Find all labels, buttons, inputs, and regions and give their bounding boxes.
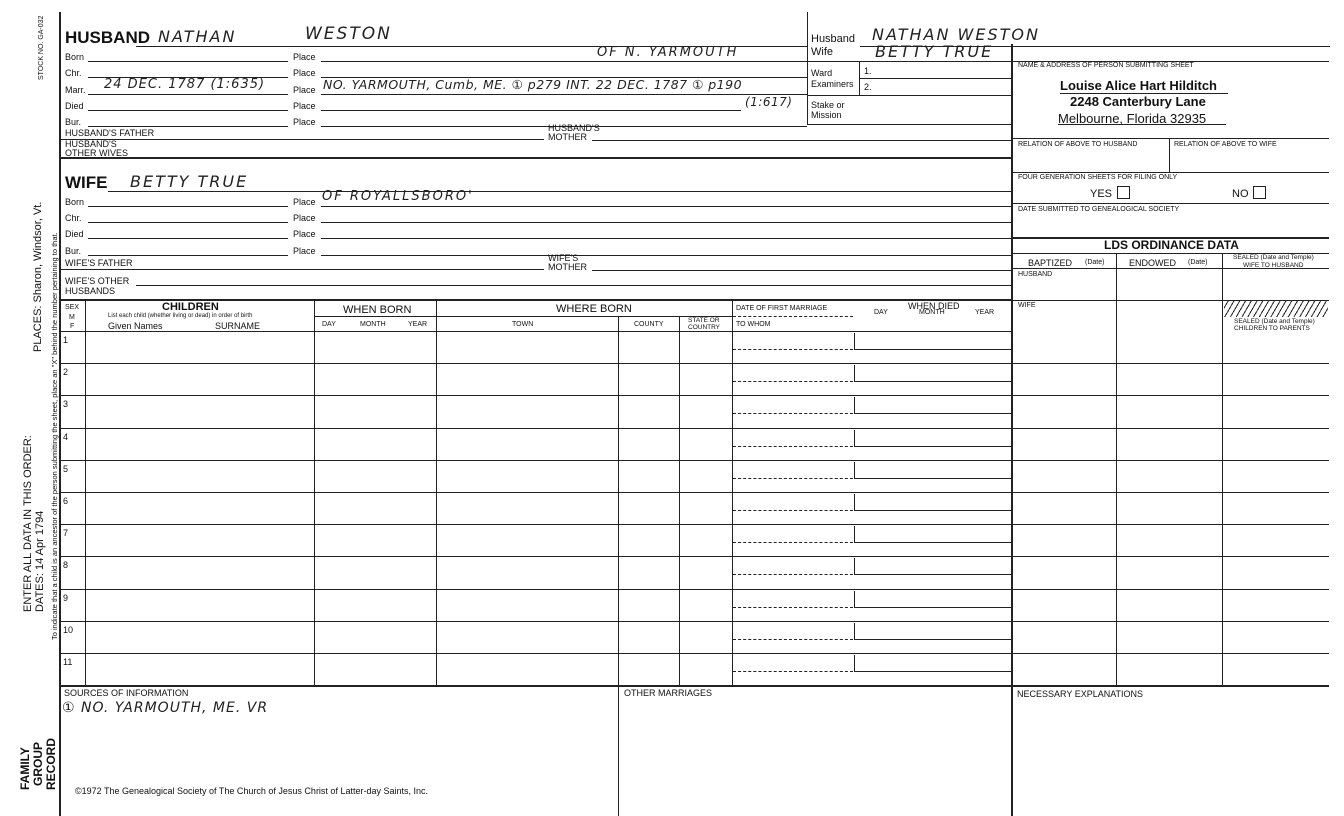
wife-died-place-line [321, 238, 1011, 239]
husband-born-label: Born [65, 52, 85, 62]
child-death-box[interactable] [854, 462, 1012, 479]
four-gen-bottom [1011, 203, 1329, 204]
child-death-box[interactable] [854, 623, 1012, 640]
child-marriage-dash [733, 381, 853, 382]
child-marriage-dash [733, 607, 853, 608]
husband-died-place-label: Place [293, 101, 316, 111]
wife-name-line [108, 191, 1011, 192]
husband-bur-line [88, 126, 288, 127]
endowed-label: ENDOWED [1129, 258, 1176, 268]
wife-bur-label: Bur. [65, 246, 82, 256]
hdr-husband-label: Husband [811, 33, 856, 45]
husband-father-label: HUSBAND'S FATHER [65, 128, 155, 138]
husband-surname[interactable]: WESTON [305, 24, 392, 44]
sealed-wife-1: SEALED (Date and Temple) [1233, 254, 1314, 261]
col-state [679, 316, 680, 685]
child-row-line [59, 621, 1329, 622]
died-day-label: DAY [874, 309, 888, 316]
child-death-box[interactable] [854, 591, 1012, 608]
first-marriage-label: DATE OF FIRST MARRIAGE [736, 305, 828, 312]
where-born-sub-line [436, 316, 732, 317]
children-sub: List each child (whether living or dead) in order of birth [108, 313, 253, 319]
sealed-children-2: CHILDREN TO PARENTS [1234, 325, 1310, 332]
wife-father-label: WIFE'S FATHER [65, 258, 133, 268]
submitter-city-line [1058, 124, 1226, 125]
child-row-line [59, 524, 1329, 525]
wife-mother-label-1: WIFE'S [548, 253, 579, 263]
examiner-1-line [859, 78, 1011, 79]
wife-bur-place-label: Place [293, 246, 316, 256]
child-row-line [59, 556, 1329, 557]
examiner-2: 2. [864, 82, 872, 92]
other-marriages-divider [618, 685, 619, 816]
county-label: COUNTY [634, 321, 664, 328]
husband-marr-place[interactable]: NO. YARMOUTH, Cumb, ME. ① p279 INT. 22 DEC. 1787 ① p190 [323, 77, 743, 92]
form-title-group: GROUP [31, 741, 45, 786]
husband-died-label: Died [65, 101, 84, 111]
children-title: CHILDREN [162, 301, 219, 313]
child-death-box[interactable] [854, 397, 1012, 414]
child-row-line [59, 363, 1329, 364]
husband-died-line [88, 110, 288, 111]
lds-header-line [1011, 268, 1329, 269]
husband-father-line [59, 139, 544, 140]
sex-f: F [70, 323, 75, 330]
husband-born-place-label: Place [293, 52, 316, 62]
child-marriage-dash [733, 446, 853, 447]
child-death-box[interactable] [854, 526, 1012, 543]
child-marriage-dash [733, 542, 853, 543]
wife-chr-label: Chr. [65, 213, 82, 223]
sex-m: M [69, 314, 75, 321]
no-checkbox[interactable] [1253, 186, 1266, 199]
when-died-label: WHEN DIED [908, 301, 960, 311]
child-row-number: 4 [63, 431, 69, 442]
children-table-bottom [59, 685, 1329, 687]
wife-label: WIFE [65, 173, 108, 192]
husband-mother-line [592, 140, 1011, 141]
husband-born-line [88, 61, 288, 62]
husband-marr-date[interactable]: 24 DEC. 1787 (1:635) [104, 77, 266, 92]
sources-value[interactable]: ① NO. YARMOUTH, ME. VR [62, 700, 269, 716]
born-day-label: DAY [322, 321, 336, 328]
explanations-label: NECESSARY EXPLANATIONS [1017, 689, 1144, 699]
husband-other-wives-2: OTHER WIVES [65, 148, 129, 158]
enter-all-note: ENTER ALL DATA IN THIS ORDER: [22, 435, 34, 612]
husband-section-bottom [59, 157, 1011, 159]
born-month-label: MONTH [360, 321, 386, 328]
wife-died-label: Died [65, 229, 84, 239]
baptized-label: BAPTIZED [1028, 258, 1073, 268]
child-death-box[interactable] [854, 558, 1012, 575]
husband-given-name[interactable]: NATHAN [158, 27, 237, 46]
husband-marr-line [88, 94, 288, 95]
child-row-number: 7 [63, 528, 69, 539]
husband-marr-ref[interactable]: (1:617) [745, 95, 793, 109]
yes-checkbox[interactable] [1117, 186, 1130, 199]
wife-born-place[interactable]: OF ROYALLSBORO' [322, 189, 474, 204]
wife-born-label: Born [65, 197, 85, 207]
child-death-box[interactable] [854, 430, 1012, 447]
wife-chr-line [88, 222, 288, 223]
submitter-name[interactable]: Louise Alice Hart Hilditch [1060, 78, 1217, 93]
state-label-2: COUNTRY [688, 324, 721, 331]
no-label: NO [1232, 188, 1249, 200]
wife-born-line [88, 206, 288, 207]
husband-mother-label-2: MOTHER [548, 132, 587, 142]
places-note: PLACES: Sharon, Windsor, Vt. [32, 201, 44, 352]
child-row-line [59, 460, 1329, 461]
child-row-line [59, 395, 1329, 396]
child-marriage-dash [733, 413, 853, 414]
child-row-line [59, 428, 1329, 429]
wife-other-hus-line [136, 285, 1011, 286]
relation-wife-label: RELATION OF ABOVE TO WIFE [1174, 141, 1277, 148]
lds-title: LDS ORDINANCE DATA [1104, 238, 1239, 252]
dates-note: DATES: 14 Apr 1794 [34, 510, 46, 612]
hdr-husband-value[interactable]: NATHAN WESTON [872, 25, 1040, 44]
husband-label: HUSBAND [65, 28, 150, 47]
wife-died-place-label: Place [293, 229, 316, 239]
col-county [618, 316, 619, 685]
town-label: TOWN [512, 321, 534, 328]
where-born-label: WHERE BORN [556, 303, 632, 315]
left-border [59, 12, 61, 816]
given-names-label: Given Names [108, 321, 163, 331]
child-marriage-dash [733, 510, 853, 511]
child-marriage-dash [733, 574, 853, 575]
examiner-1: 1. [864, 66, 872, 76]
child-marriage-dash [733, 349, 853, 350]
hdr-wife-value[interactable]: BETTY TRUE [875, 42, 994, 61]
wife-died-line [88, 238, 288, 239]
wife-bur-line [88, 255, 288, 256]
sealed-children-1: SEALED (Date and Temple) [1234, 318, 1315, 325]
died-year-label: YEAR [975, 309, 995, 316]
child-marriage-dash [733, 671, 853, 672]
baptized-date: (Date) [1085, 259, 1105, 266]
child-death-box[interactable] [854, 494, 1012, 511]
center-divider [807, 12, 808, 124]
relation-husband-label: RELATION OF ABOVE TO HUSBAND [1018, 141, 1138, 148]
child-row-number: 5 [63, 463, 69, 474]
child-row-number: 3 [63, 399, 69, 410]
wife-chr-place-line [321, 222, 1011, 223]
when-born-label: WHEN BORN [343, 304, 412, 316]
child-row-number: 2 [63, 367, 69, 378]
child-marriage-dash [733, 639, 853, 640]
date-submitted-label: DATE SUBMITTED TO GENEALOGICAL SOCIETY [1018, 206, 1180, 213]
wife-born-place-label: Place [293, 197, 316, 207]
ward-label: Ward [811, 68, 833, 78]
stock-number: STOCK NO. GA-032 [38, 15, 45, 80]
stake-label-2: Mission [811, 110, 842, 120]
stake-bottom-line [807, 124, 1011, 125]
wife-other-hus-2: HUSBANDS [65, 286, 116, 296]
child-row-number: 11 [63, 657, 73, 667]
stake-label-1: Stake or [811, 100, 845, 110]
sex-label: SEX [65, 304, 80, 311]
submitter-box-bottom [1011, 138, 1329, 139]
wife-mother-line [592, 270, 1011, 271]
when-born-sub-line [314, 316, 436, 317]
yes-label: YES [1090, 188, 1113, 200]
husband-died-place-line [321, 110, 741, 111]
husband-marr-place-line [321, 94, 807, 95]
child-row-number: 1 [63, 335, 69, 345]
husband-marr-place-label: Place [293, 85, 316, 95]
husband-marr-label: Marr. [65, 85, 86, 95]
husband-mother-label-1: HUSBAND'S [548, 123, 600, 133]
wife-bur-place-line [321, 255, 1011, 256]
child-row-line [59, 492, 1329, 493]
other-marriages-label: OTHER MARRIAGES [624, 688, 713, 698]
relation-box-bottom [1011, 172, 1329, 173]
child-row-line [59, 589, 1329, 590]
sealed-children-hatch [1224, 301, 1328, 317]
child-marriage-dash [733, 478, 853, 479]
husband-chr-label: Chr. [65, 68, 82, 78]
submitter-city[interactable]: Melbourne, Florida 32935 [1058, 111, 1207, 126]
husband-bur-place-label: Place [293, 117, 316, 127]
copyright: ©1972 The Genealogical Society of The Church of Jesus Christ of Latter-day Saints, Inc. [75, 786, 428, 796]
lds-wife-label: WIFE [1018, 302, 1036, 309]
died-month-label: MONTH [919, 309, 945, 316]
child-row-number: 6 [63, 496, 69, 506]
child-death-box[interactable] [854, 365, 1012, 382]
surname-label: SURNAME [215, 321, 261, 331]
wife-chr-place-label: Place [293, 213, 316, 223]
husband-other-wives-1: HUSBAND'S [65, 139, 117, 149]
examiners-label: Examiners [811, 79, 854, 89]
sealed-wife-2: WIFE TO HUSBAND [1243, 262, 1304, 269]
four-gen-label: FOUR GENERATION SHEETS FOR FILING ONLY [1018, 174, 1178, 181]
wife-other-hus-1: WIFE'S OTHER [65, 276, 130, 286]
child-row-number: 9 [63, 592, 69, 603]
examiner-2-line [807, 95, 1011, 96]
ancestor-note: To indicate that a child is an ancestor of the person submitting the sheet, place an "X" behind the number pertaining to that. [50, 232, 59, 640]
child-row-line [59, 653, 1329, 654]
to-whom-label: TO WHOM [736, 321, 771, 328]
wife-mother-label-2: MOTHER [548, 262, 587, 272]
first-marriage-dash [733, 316, 853, 317]
child-row-number: 8 [63, 560, 69, 571]
born-year-label: YEAR [408, 321, 428, 328]
form-title-record: RECORD [44, 737, 58, 790]
wife-born-place-line [321, 206, 1011, 207]
state-label-1: STATE OR [688, 317, 720, 324]
hdr-wife-label: Wife [811, 46, 833, 58]
child-death-box[interactable] [854, 333, 1012, 350]
endowed-date: (Date) [1188, 259, 1208, 266]
wife-name[interactable]: BETTY TRUE [130, 172, 249, 191]
husband-born-place[interactable]: OF N. YARMOUTH [597, 45, 739, 60]
husband-bur-label: Bur. [65, 117, 82, 127]
submitter-label: NAME & ADDRESS OF PERSON SUBMITTING SHEET [1018, 62, 1194, 69]
form-title-family: FAMILY [18, 747, 32, 790]
child-death-box[interactable] [854, 655, 1012, 672]
submitter-street[interactable]: 2248 Canterbury Lane [1070, 94, 1206, 109]
children-header-bottom [59, 331, 1011, 332]
relation-divider [1169, 138, 1170, 172]
sources-label: SOURCES OF INFORMATION [64, 688, 189, 698]
wife-father-line [59, 269, 544, 270]
child-row-number: 10 [63, 624, 74, 635]
husband-chr-place-label: Place [293, 68, 316, 78]
lds-husband-label: HUSBAND [1018, 271, 1053, 278]
